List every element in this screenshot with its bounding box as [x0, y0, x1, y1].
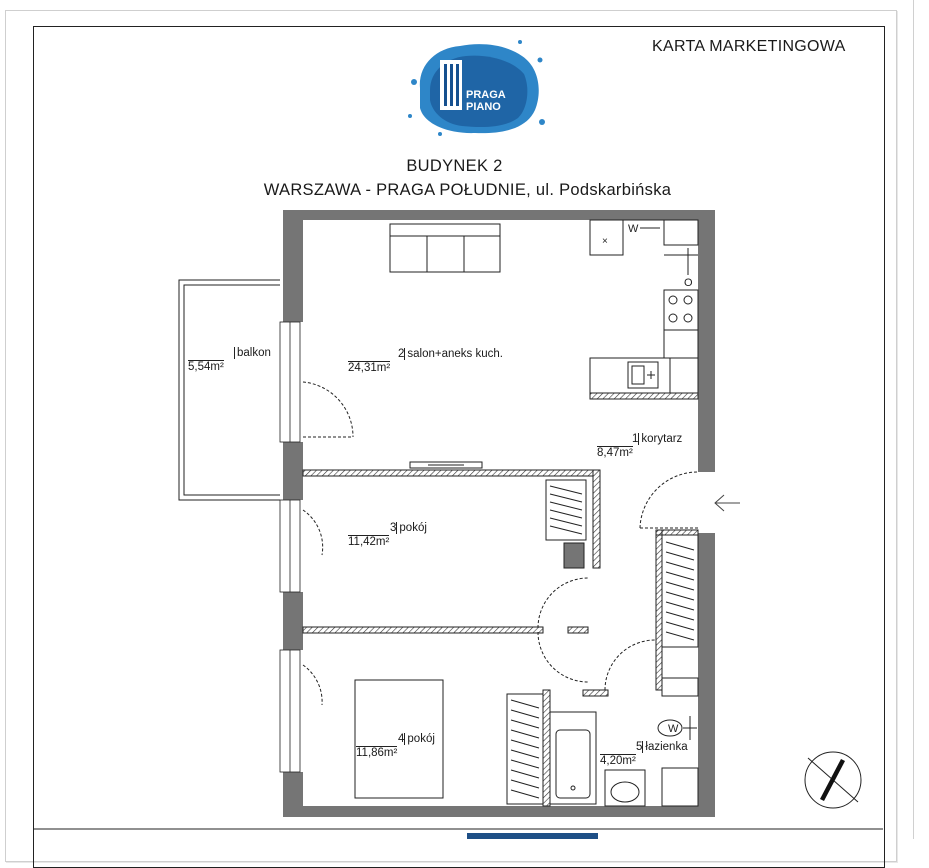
- windows: [280, 322, 300, 772]
- entrance-arrow: [715, 495, 740, 511]
- room-label-korytarz: 1 korytarz 8,47m²: [597, 433, 683, 459]
- svg-text:×: ×: [602, 236, 608, 247]
- boiler-symbol: O: [684, 277, 693, 289]
- building-title: BUDYNEK 2: [406, 157, 503, 175]
- logo-word-2: PIANO: [466, 101, 501, 113]
- room-label-pokoj-3: 3 pokój 11,42m²: [348, 522, 427, 548]
- marketing-label: KARTA MARKETINGOWA: [652, 38, 846, 55]
- balcony: [179, 280, 280, 500]
- kitchen-units: [590, 220, 698, 393]
- building-address: WARSZAWA - PRAGA POŁUDNIE, ul. Podskarbińska: [263, 181, 672, 199]
- room-label-lazienka: 5 łazienka 4,20m²: [600, 741, 688, 767]
- room-label-pokoj-4: 4 pokój 11,86m²: [356, 733, 435, 759]
- washer-symbol: W: [628, 223, 639, 235]
- room-label-salon: 2 salon+aneks kuch. 24,31m²: [348, 348, 503, 374]
- bathroom-washer-symbol: W: [668, 723, 679, 735]
- accent-bar: [467, 833, 598, 839]
- north-arrow-icon: [805, 752, 861, 808]
- logo-word-1: PRAGA: [466, 89, 506, 101]
- room-label-balkon: balkon 5,54m²: [188, 347, 271, 373]
- exterior-walls: [283, 210, 715, 817]
- sofa: [390, 224, 500, 272]
